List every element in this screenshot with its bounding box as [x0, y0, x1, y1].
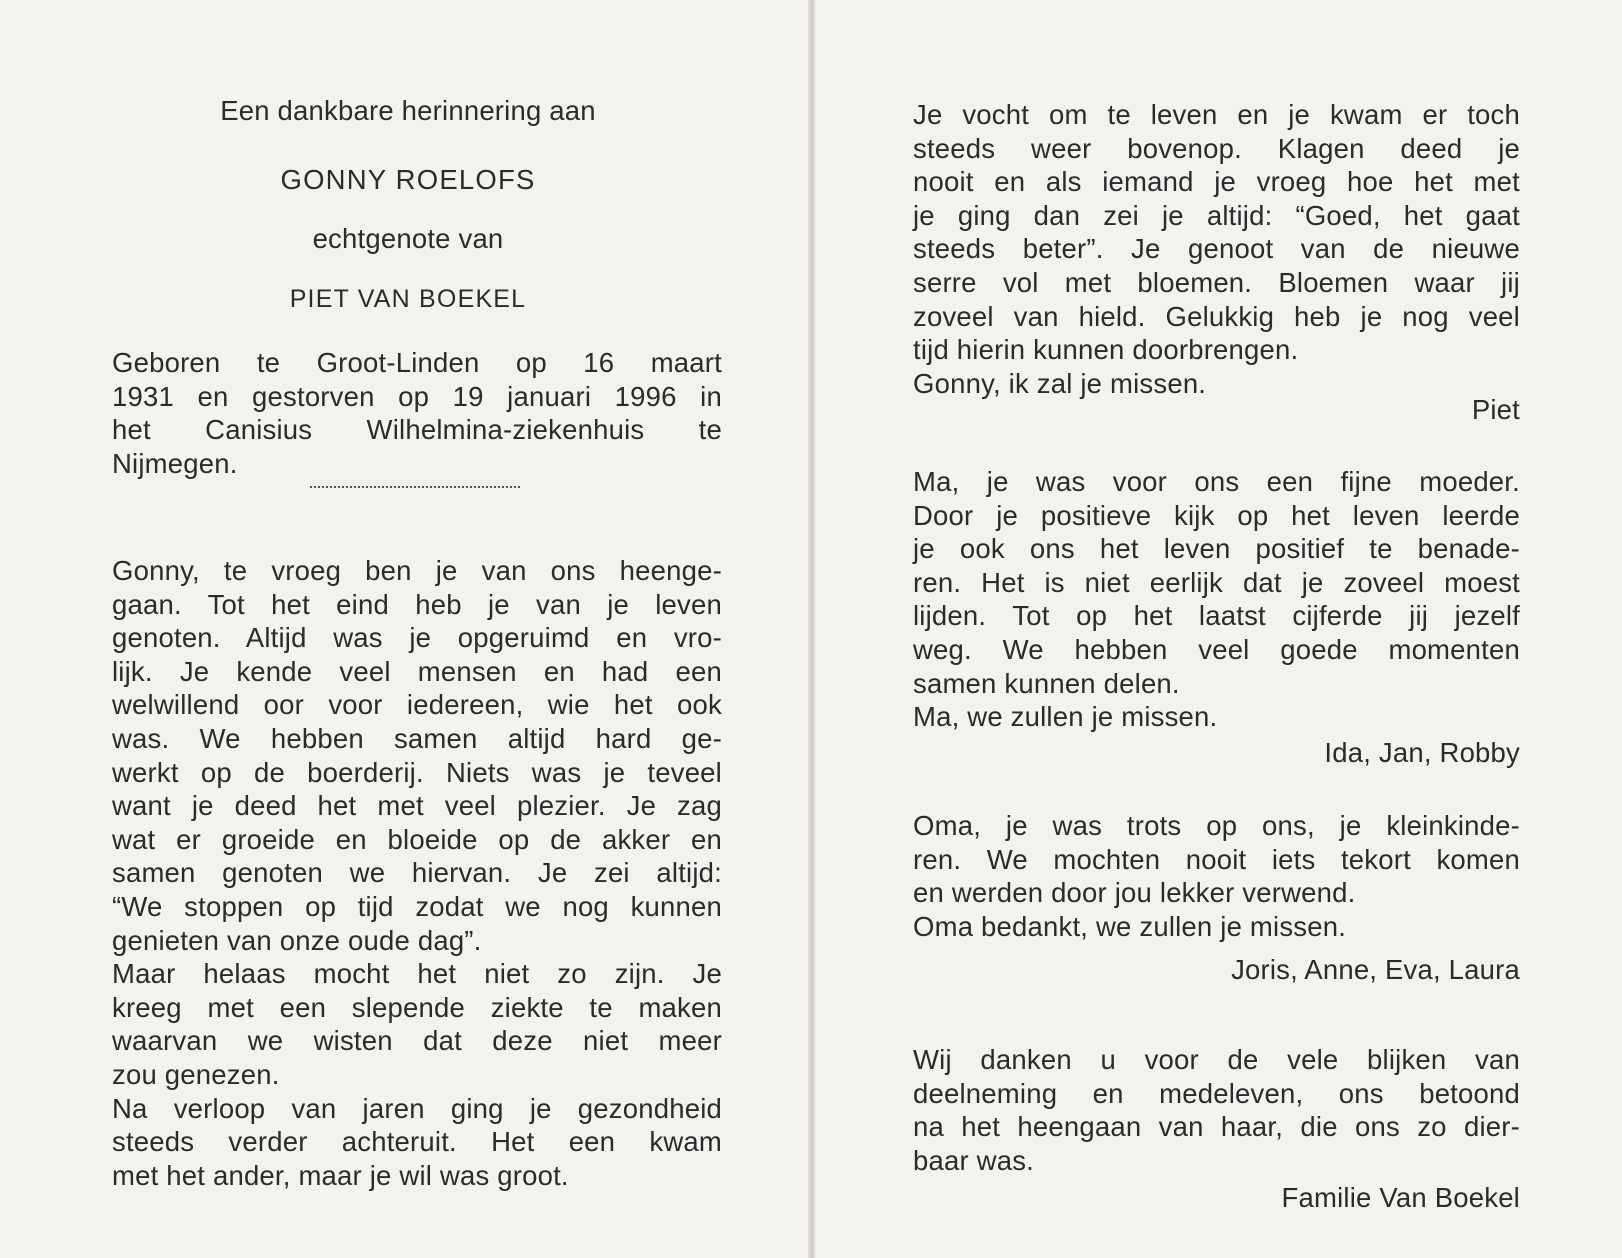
thanks-paragraph — [913, 1043, 1520, 1215]
piet-line: nooit en als iemand je vroeg hoe het met — [913, 166, 1520, 198]
tribute-line: met het ander, maar je wil was groot. — [112, 1159, 569, 1191]
family-signature: Familie Van Boekel — [1281, 1182, 1520, 1214]
piet-line: steeds weer bovenop. Klagen deed je — [913, 132, 1520, 164]
children-line: lijden. Tot op het laatst cijferde jij jezelf — [913, 600, 1520, 632]
tribute-line: was. We hebben samen altijd hard ge- — [112, 722, 722, 754]
grandchildren-paragraph — [913, 809, 1520, 987]
tribute-paragraph — [112, 554, 722, 1192]
piet-line: steeds beter”. Je genoot van de nieuwe — [913, 233, 1520, 265]
bio-line: Nijmegen. — [112, 447, 238, 479]
piet-line: serre vol met bloemen. Bloemen waar jij — [913, 266, 1520, 298]
card-fold — [808, 0, 815, 1258]
bio-line: 1931 en gestorven op 19 januari 1996 in — [112, 380, 722, 412]
piet-line: tijd hierin kunnen doorbrengen. — [913, 334, 1299, 366]
tribute-line: gaan. Tot het eind heb je van je leven — [112, 588, 722, 620]
children-line: Ma, je was voor ons een fijne moeder. — [913, 466, 1520, 497]
piet-line: Je vocht om te leven en je kwam er toch — [913, 99, 1520, 130]
tribute-line: genieten van onze oude dag”. — [112, 924, 482, 956]
tribute-line: samen genoten we hiervan. Je zei altijd: — [112, 857, 722, 889]
children-line: Ma, we zullen je missen. — [913, 701, 1218, 733]
spouse-line: PIET VAN BOEKEL — [289, 285, 527, 313]
tribute-line: genoten. Altijd was je opgeruimd en vro- — [112, 622, 722, 654]
bio-paragraph — [112, 346, 722, 480]
tribute-line: lijk. Je kende veel mensen en had een — [112, 655, 722, 687]
name-line: GONNY ROELOFS — [280, 164, 536, 195]
piet-signature: Piet — [1471, 394, 1520, 426]
intro-text — [112, 94, 704, 128]
thanks-line: deelneming en medeleven, ons betoond — [913, 1077, 1520, 1109]
thanks-line: baar was. — [913, 1144, 1035, 1176]
piet-paragraph — [913, 98, 1520, 427]
tribute-line: want je deed het met veel plezier. Je zag — [112, 790, 722, 822]
tribute-line: Maar helaas mocht het niet zo zijn. Je — [112, 958, 722, 990]
grandchildren-line: en werden door jou lekker verwend. — [913, 877, 1356, 909]
tribute-line: welwillend oor voor iedereen, wie het ook — [112, 689, 722, 721]
thanks-line: na het heengaan van haar, die ons zo dier- — [913, 1111, 1520, 1143]
tribute-line: kreeg met een slepende ziekte te maken — [112, 991, 722, 1023]
children-signature: Ida, Jan, Robby — [1324, 736, 1520, 768]
children-line: samen kunnen delen. — [913, 667, 1180, 699]
spouse-name — [112, 283, 704, 317]
piet-line: je ging dan zei je altijd: “Goed, het gaat — [913, 199, 1520, 231]
separator-dots — [310, 486, 520, 488]
children-paragraph — [913, 465, 1520, 769]
grandchildren-line: Oma, je was trots op ons, je kleinkinde- — [913, 810, 1520, 841]
relation-text — [112, 222, 704, 256]
thanks-line: Wij danken u voor de vele blijken van — [913, 1044, 1520, 1075]
children-line: je ook ons het leven positief te benade- — [913, 533, 1520, 565]
children-line: ren. Het is niet eerlijk dat je zoveel moest — [913, 566, 1520, 598]
grandchildren-line: Oma bedankt, we zullen je missen. — [913, 910, 1347, 942]
deceased-name — [112, 163, 704, 197]
tribute-line: Na verloop van jaren ging je gezondheid — [112, 1092, 722, 1124]
tribute-line: werkt op de boerderij. Niets was je teveel — [112, 756, 722, 788]
bio-line: Geboren te Groot-Linden op 16 maart — [112, 347, 722, 378]
bio-line: het Canisius Wilhelmina-ziekenhuis te — [112, 414, 722, 446]
tribute-line: waarvan we wisten dat deze niet meer — [112, 1025, 722, 1057]
tribute-line: wat er groeide en bloeide op de akker en — [112, 823, 722, 855]
tribute-line: zou genezen. — [112, 1058, 280, 1090]
piet-line: Gonny, ik zal je missen. — [913, 367, 1207, 399]
grandchildren-signature: Joris, Anne, Eva, Laura — [1231, 954, 1520, 986]
children-line: Door je positieve kijk op het leven leerde — [913, 499, 1520, 531]
tribute-line: steeds verder achteruit. Het een kwam — [112, 1126, 722, 1158]
tribute-line: “We stoppen op tijd zodat we nog kunnen — [112, 890, 722, 922]
grandchildren-line: ren. We mochten nooit iets tekort komen — [913, 843, 1520, 875]
piet-line: zoveel van hield. Gelukkig heb je nog veel — [913, 300, 1520, 332]
children-line: weg. We hebben veel goede momenten — [913, 633, 1520, 665]
intro-line: Een dankbare herinnering aan — [220, 95, 596, 126]
tribute-line: Gonny, te vroeg ben je van ons heenge- — [112, 555, 722, 586]
relation-line: echtgenote van — [312, 223, 504, 254]
